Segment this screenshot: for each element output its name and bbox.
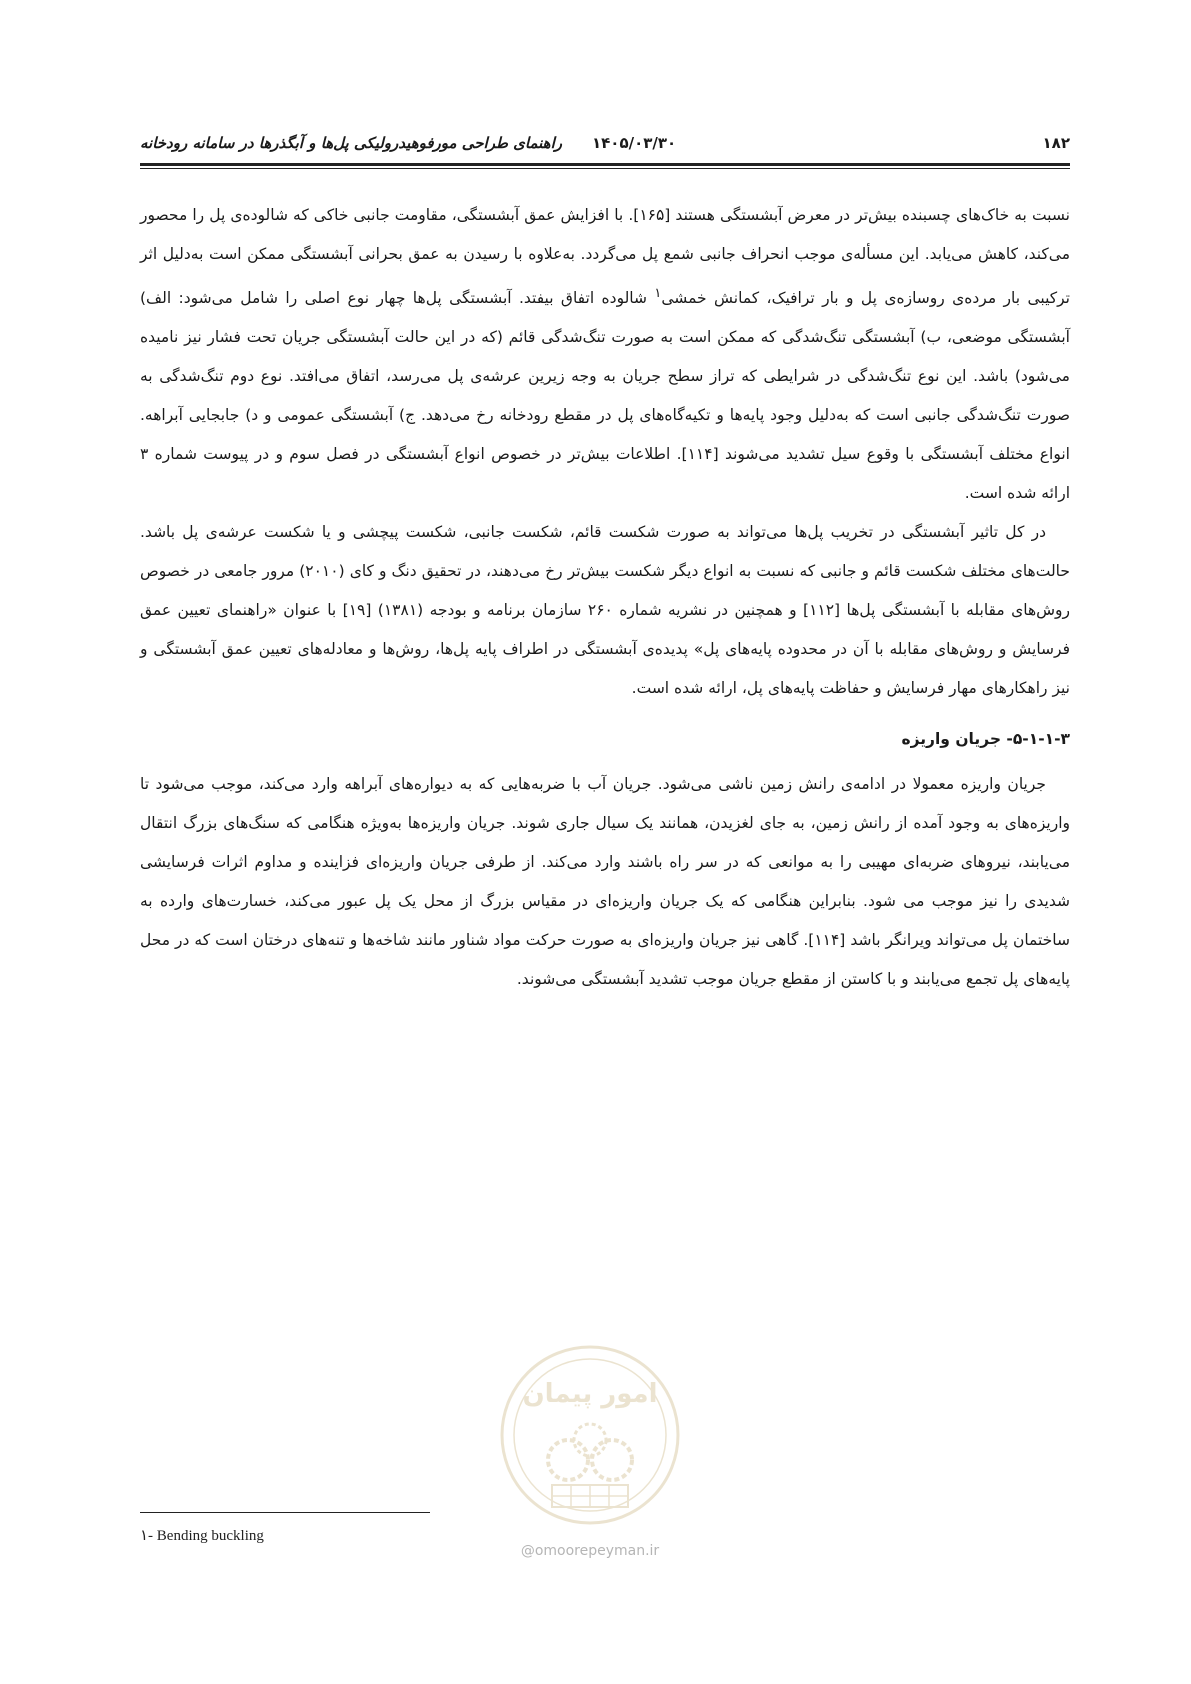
page-number: ۱۸۲: [1042, 134, 1070, 152]
footnote-rule: [140, 1512, 430, 1513]
paragraph-2: در کل تاثیر آبشستگی در تخریب پل‌ها می‌تواند به صورت شکست قائم، شکست جانبی، شکست پیچشی و یا شکست عرشه‌ی پل باشد. حالت‌های مختلف شکست قائم و جانبی که نسبت به انواع دیگر شکست بیش‌تر رخ می‌دهند، در تحقیق دنگ و کای (۲۰۱۰) مرور جامعی در خصوص روش‌های مقابله با آبشستگی پل‌ها [۱۱۲] و همچنین در نشریه شماره ۲۶۰ سازمان برنامه و بودجه (۱۳۸۱) [۱۹] با عنوان «راهنمای تعیین عمق فرسایش و روش‌های مقابله با آن در محدوده پایه‌های پل» پدیده‌ی آبشستگی در اطراف پایه پل‌ها، روش‌ها و معادله‌های تعیین عمق آبشستگی و نیز راهکارهای مهار فرسایش و حفاظت پایه‌های پل، ارائه شده است.: [140, 523, 1071, 698]
watermark-url: @omoorepeyman.ir: [520, 1543, 660, 1559]
body-text: [140, 196, 1070, 999]
header-rule-thick: [140, 163, 1070, 166]
page-header: [140, 128, 1070, 158]
watermark-logo-icon: [490, 1340, 690, 1530]
footnote-text: ۱- Bending buckling: [140, 1528, 264, 1544]
footnote-marker[interactable]: ۱: [654, 286, 662, 301]
paragraph-1-rest: شالوده اتفاق بیفتد. آبشستگی پل‌ها چهار نوع اصلی را شامل می‌شود: الف) آبشستگی موضعی، ب) آبشستگی تنگ‌شدگی که ممکن است به صورت تنگ‌شدگی قائم (که در این حالت آبشستگی جریان تحت فشار نیز نامیده می‌شود) باشد. این نوع تنگ‌شدگی در شرایطی که تراز سطح جریان به وجه زیرین عرشه‌ی پل می‌رسد، اتفاق می‌افتد. نوع دوم تنگ‌شدگی به صورت تنگ‌شدگی جانبی است که به‌دلیل وجود پایه‌ها و تکیه‌گاه‌های پل در مقطع رودخانه رخ می‌دهد. ج) آبشستگی عمومی و د) جابجایی آبراهه. انواع مختلف آبشستگی با وقوع سیل تشدید می‌شوند [۱۱۴]. اطلاعات بیش‌تر در خصوص انواع آبشستگی در فصل سوم و در پیوست شماره ۳ ارائه شده است.: [140, 289, 1070, 503]
watermark-logo-text: امور پیمان: [522, 1379, 658, 1409]
paragraph-1-start: نسبت به خاک‌های چسبنده بیش‌تر در معرض آبشستگی هستند [۱۶۵]. با افزایش عمق آبشستگی، مقاومت جانبی خاکی که شالوده‌ی پل را محصور می‌کند، کاهش می‌یابد. این مسأله‌ی موجب انحراف جانبی شمع پل می‌گردد. به‌علاوه با رسیدن به عمق بحرانی آبشستگی ممکن است به‌دلیل اثر ترکیبی بار مرده‌ی روسازه‌ی پل و بار ترافیک، کمانش خمشی: [140, 206, 1070, 308]
section-heading: ۵-۱-۱-۳- جریان واریزه: [901, 730, 1070, 749]
paragraph-3: جریان واریزه معمولا در ادامه‌ی رانش زمین ناشی می‌شود. جریان آب با ضربه‌هایی که به دیواره‌های آبراهه وارد می‌کند، موجب می‌شود تا واریزه‌های به وجود آمده از رانش زمین، به جای لغزیدن، همانند یک سیال جاری شوند. جریان واریزه‌ها به‌ویژه هنگامی که سنگ‌های بزرگ انتقال می‌یابند، نیروهای ضربه‌ای مهیبی را به موانعی که در سر راه باشند وارد می‌کند. از طرفی جریان واریزه‌ای فزاینده و مداوم اثرات فرسایشی شدیدی را نیز موجب می شود. بنابراین هنگامی که یک جریان واریزه‌ای در مقیاس بزرگ از محل یک پل عبور می‌کند، خسارت‌های وارده به ساختمان پل می‌تواند ویرانگر باشد [۱۱۴]. گاهی نیز جریان واریزه‌ای به صورت حرکت مواد شناور مانند شاخه‌ها و تنه‌های درختان است که در محل پایه‌های پل تجمع می‌یابند و با کاستن از مقطع جریان موجب تشدید آبشستگی می‌شوند.: [140, 775, 1070, 989]
paragraph-1: [140, 196, 1070, 513]
header-rule-thin: [140, 168, 1070, 169]
header-date: ۱۴۰۵/۰۳/۳۰: [592, 134, 677, 152]
header-title: راهنمای طراحی مورفوهیدرولیکی پل‌ها و آبگذرها در سامانه رودخانه: [140, 134, 562, 152]
